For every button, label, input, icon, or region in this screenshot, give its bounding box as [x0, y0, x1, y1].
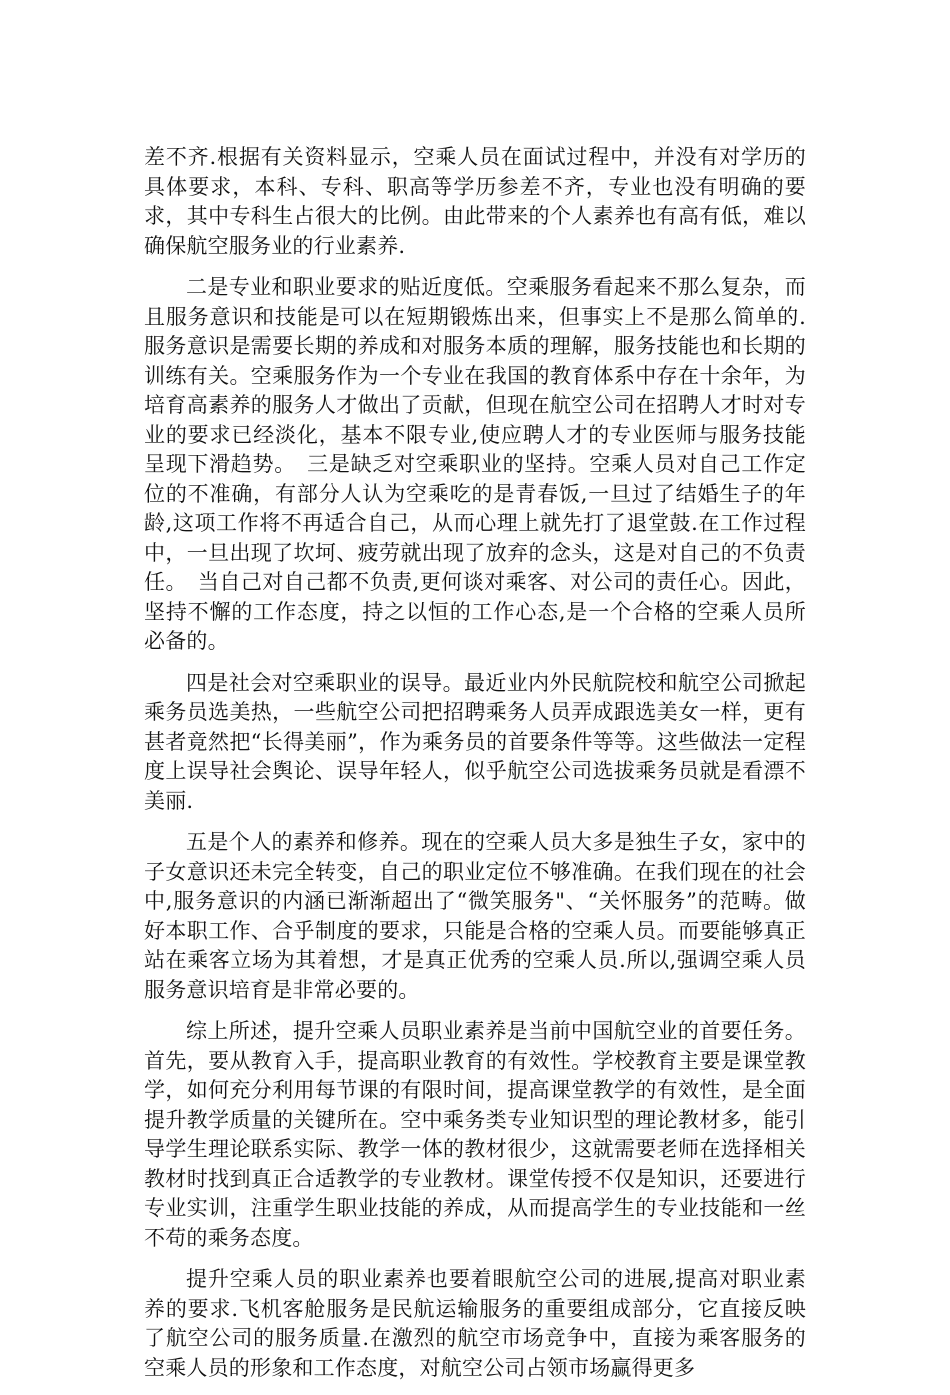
paragraph-continuation: 差不齐.根据有关资料显示，空乘人员在面试过程中，并没有对学历的具体要求，本科、专科、职高等学历参差不齐，专业也没有明确的要求，其中专科生占很大的比例。由此带来的个人素养也有高有低，难以确保航空服务业的行业素养.	[144, 145, 806, 258]
paragraph-point-four: 四是社会对空乘职业的误导。最近业内外民航院校和航空公司掀起乘务员选美热，一些航空公司把招聘乘务人员弄成跟选美女一样，更有甚者竟然把“长得美丽”，作为乘务员的首要条件等等。这些做法一定程度上误导社会舆论、误导年轻人，似乎航空公司选拔乘务员就是看漂不美丽.	[144, 670, 806, 813]
paragraph-point-two-three: 二是专业和职业要求的贴近度低。空乘服务看起来不那么复杂，而且服务意识和技能是可以在短期锻炼出来，但事实上不是那么简单的.服务意识是需要长期的养成和对服务本质的理解，服务技能也和长期的训练有关。空乘服务作为一个专业在我国的教育体系中存在十余年，为培育高素养的服务人才做出了贡献，但现在航空公司在招聘人才时对专业的要求已经淡化，基本不限专业,使应聘人才的专业医师与服务技能呈现下滑趋势。 三是缺乏对空乘职业的坚持。空乘人员对自己工作定位的不准确，有部分人认为空乘吃的是青春饭,一旦过了结婚生子的年龄,这项工作将不再适合自己，从而心理上就先打了退堂鼓.在工作过程中，一旦出现了坎坷、疲劳就出现了放弃的念头，这是对自己的不负责任。 当自己对自己都不负责,更何谈对乘客、对公司的责任心。因此，坚持不懈的工作态度，持之以恒的工作心态,是一个合格的空乘人员所必备的。	[144, 275, 806, 653]
document-body	[144, 143, 806, 1395]
paragraph-point-five: 五是个人的素养和修养。现在的空乘人员大多是独生子女，家中的子女意识还未完全转变，自己的职业定位不够准确。在我们现在的社会中,服务意识的内涵已渐渐超出了“微笑服务"、“关怀服务”的范畴。做好本职工作、合乎制度的要求，只能是合格的空乘人员。而要能够真正站在乘客立场为其着想，才是真正优秀的空乘人员.所以,强调空乘人员服务意识培育是非常必要的。	[144, 830, 806, 1002]
paragraph-airline-requirements: 提升空乘人员的职业素养也要着眼航空公司的进展,提高对职业素养的要求.飞机客舱服务是民航运输服务的重要组成部分，它直接反映了航空公司的服务质量.在激烈的航空市场竞争中，直接为乘客服务的空乘人员的形象和工作态度，对航空公司占领市场赢得更多	[144, 1267, 806, 1380]
paragraph-summary: 综上所述，提升空乘人员职业素养是当前中国航空业的首要任务。首先，要从教育入手，提高职业教育的有效性。学校教育主要是课堂教学，如何充分利用每节课的有限时间，提高课堂教学的有效性，是全面提升教学质量的关键所在。空中乘务类专业知识型的理论教材多，能引导学生理论联系实际、教学一体的教材很少，这就需要老师在选择相关教材时找到真正合适教学的专业教材。课堂传授不仅是知识，还要进行专业实训，注重学生职业技能的养成，从而提高学生的专业技能和一丝不苟的乘务态度。	[144, 1019, 806, 1250]
